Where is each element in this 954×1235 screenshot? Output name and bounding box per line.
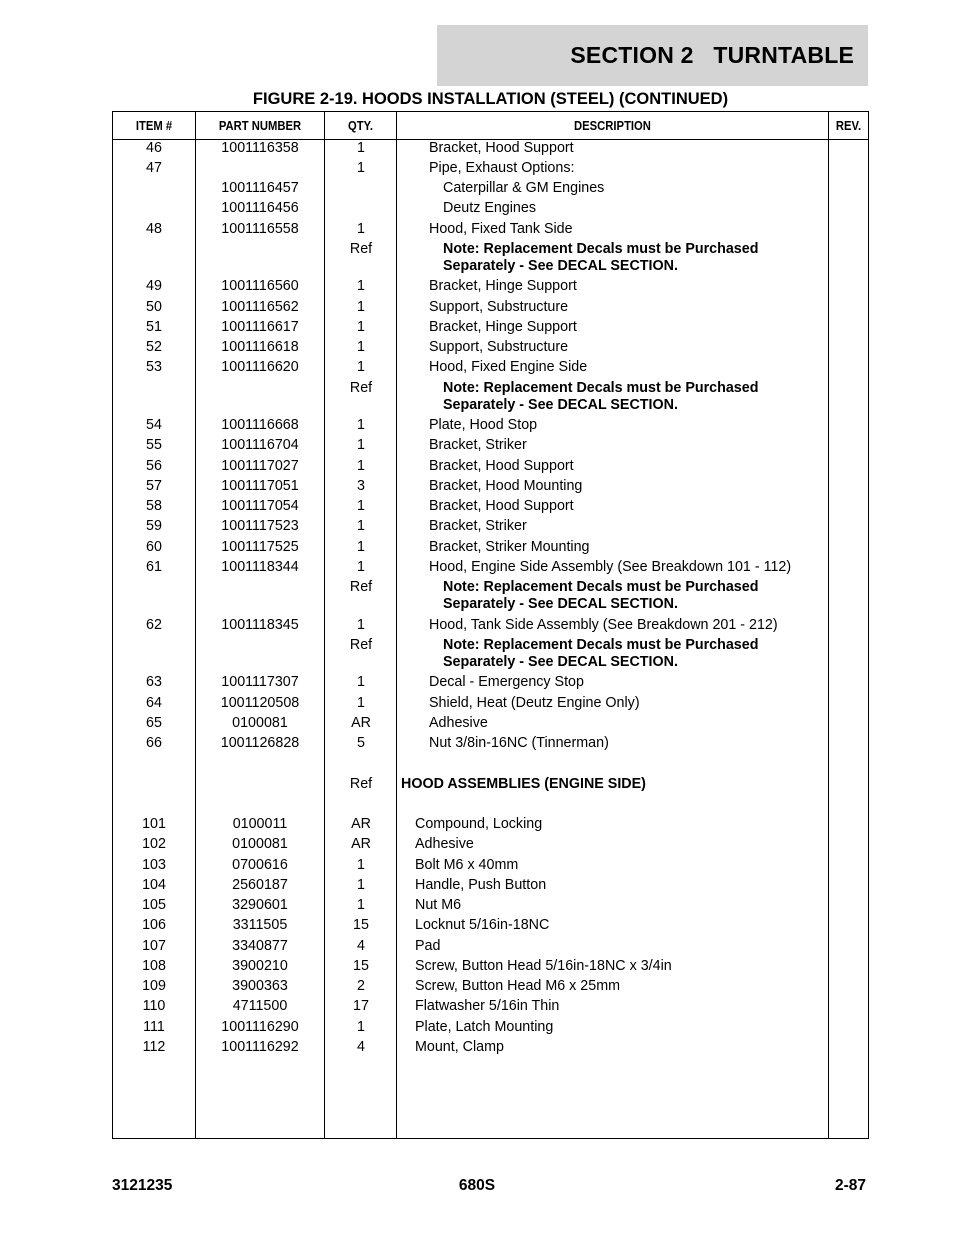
item-number: 51 (146, 319, 162, 335)
quantity: AR (351, 715, 371, 731)
item-number: 59 (146, 518, 162, 534)
quantity: 1 (357, 857, 365, 873)
footer-page-number: 2-87 (834, 1177, 866, 1194)
part-number: 1001120508 (220, 695, 300, 711)
description: Hood, Fixed Tank Side (429, 221, 573, 237)
quantity: 1 (357, 897, 365, 913)
quantity: 3 (357, 478, 365, 494)
footer-document-number: 3121235 (112, 1177, 173, 1194)
quantity: 1 (357, 319, 365, 335)
column-header-description: DESCRIPTION (574, 118, 651, 133)
part-number: 0100081 (232, 715, 288, 731)
parts-table (112, 111, 869, 1139)
part-number: 1001116456 (221, 200, 299, 216)
description: Adhesive (429, 715, 488, 731)
description: Screw, Button Head M6 x 25mm (415, 978, 621, 994)
item-number: 111 (143, 1019, 165, 1035)
part-number: 1001116704 (221, 437, 299, 453)
part-number: 1001117051 (221, 478, 299, 494)
part-number: 3290601 (232, 897, 288, 913)
part-number: 1001117525 (221, 539, 299, 555)
quantity: 1 (357, 299, 365, 315)
figure-title: FIGURE 2-19. HOODS INSTALLATION (STEEL) (CONTINUED) (252, 90, 729, 108)
quantity: 1 (357, 877, 365, 893)
item-number: 47 (146, 160, 162, 176)
part-number: 1001117054 (221, 498, 299, 514)
part-number: 3311505 (232, 917, 288, 933)
quantity: 1 (357, 160, 365, 176)
quantity: 17 (353, 998, 369, 1014)
item-number: 58 (146, 498, 162, 514)
quantity: 1 (357, 140, 365, 156)
item-number: 49 (146, 278, 162, 294)
part-number: 1001116292 (221, 1039, 299, 1055)
part-number: 0700616 (232, 857, 288, 873)
item-number: 52 (146, 339, 162, 355)
part-number: 4711500 (232, 998, 288, 1014)
description: Decal - Emergency Stop (429, 674, 584, 690)
quantity: 2 (357, 978, 365, 994)
quantity: 1 (357, 674, 365, 690)
item-number: 60 (146, 539, 162, 555)
quantity: Ref (349, 637, 373, 653)
quantity: 1 (357, 498, 365, 514)
item-number: 56 (146, 458, 162, 474)
item-number: 65 (146, 715, 162, 731)
description: Screw, Button Head 5/16in-18NC x 3/4in (415, 958, 672, 974)
quantity: 1 (357, 1019, 365, 1035)
quantity: 1 (357, 559, 365, 575)
column-header-item: ITEM # (135, 118, 173, 133)
item-number: 62 (146, 617, 162, 633)
description: Bolt M6 x 40mm (415, 857, 519, 873)
part-number: 1001117523 (221, 518, 299, 534)
quantity: 4 (357, 938, 365, 954)
item-number: 109 (142, 978, 166, 994)
description: Locknut 5/16in-18NC (415, 917, 550, 933)
description: Caterpillar & GM Engines (443, 180, 605, 196)
part-number: 1001116617 (221, 319, 299, 335)
part-number: 3340877 (232, 938, 288, 954)
description: Bracket, Hood Support (429, 458, 574, 474)
item-number: 105 (142, 897, 166, 913)
description: Pipe, Exhaust Options: (429, 160, 575, 176)
note-text: Note: Replacement Decals must be Purchased Separately - See DECAL SECTION. (443, 241, 759, 274)
part-number: 0100011 (232, 816, 288, 832)
item-number: 108 (142, 958, 166, 974)
section-heading: HOOD ASSEMBLIES (ENGINE SIDE) (401, 776, 646, 792)
item-number: 46 (146, 140, 162, 156)
description: Bracket, Striker (429, 437, 527, 453)
part-number: 1001116358 (221, 140, 299, 156)
item-number: 104 (142, 877, 166, 893)
column-header-part-number: PART NUMBER (218, 118, 302, 133)
description: Support, Substructure (429, 339, 569, 355)
quantity: 15 (353, 917, 369, 933)
description: Handle, Push Button (415, 877, 547, 893)
quantity: 1 (357, 359, 365, 375)
description: Bracket, Hinge Support (429, 319, 577, 335)
column-header-qty: QTY. (347, 118, 374, 133)
quantity: 1 (357, 417, 365, 433)
description: Flatwasher 5/16in Thin (415, 998, 560, 1014)
description: Support, Substructure (429, 299, 569, 315)
column-header-rev: REV. (835, 118, 862, 133)
part-number: 1001116558 (221, 221, 299, 237)
description: Mount, Clamp (415, 1039, 504, 1055)
part-number: 1001118345 (221, 617, 299, 633)
item-number: 48 (146, 221, 162, 237)
quantity: 1 (357, 695, 365, 711)
description: Compound, Locking (415, 816, 543, 832)
item-number: 64 (146, 695, 162, 711)
quantity: Ref (349, 579, 373, 595)
quantity: Ref (349, 776, 373, 792)
description: Bracket, Striker Mounting (429, 539, 590, 555)
item-number: 106 (142, 917, 166, 933)
part-number: 1001116457 (221, 180, 299, 196)
part-number: 1001118344 (221, 559, 299, 575)
description: Adhesive (415, 836, 474, 852)
description: Bracket, Striker (429, 518, 527, 534)
description: Hood, Fixed Engine Side (429, 359, 588, 375)
item-number: 112 (142, 1039, 166, 1055)
quantity: 1 (357, 339, 365, 355)
quantity: AR (351, 836, 371, 852)
table-header-row (113, 112, 868, 140)
item-number: 103 (142, 857, 166, 873)
quantity: 1 (357, 539, 365, 555)
section-title: SECTION 2 TURNTABLE (570, 42, 854, 68)
item-number: 107 (142, 938, 166, 954)
part-number: 2560187 (232, 877, 288, 893)
part-number: 0100081 (232, 836, 288, 852)
part-number: 3900363 (232, 978, 288, 994)
part-number: 1001116290 (221, 1019, 299, 1035)
quantity: Ref (349, 380, 373, 396)
description: Hood, Engine Side Assembly (See Breakdown 101 - 112) (429, 559, 792, 575)
description: Plate, Latch Mounting (415, 1019, 554, 1035)
item-number: 66 (146, 735, 162, 751)
item-number: 57 (146, 478, 162, 494)
item-number: 110 (142, 998, 166, 1014)
quantity: Ref (349, 241, 373, 257)
description: Bracket, Hood Support (429, 140, 574, 156)
part-number: 1001126828 (220, 735, 300, 751)
item-number: 61 (146, 559, 162, 575)
description: Nut 3/8in-16NC (Tinnerman) (429, 735, 609, 751)
part-number: 1001116620 (221, 359, 299, 375)
footer-model: 680S (458, 1177, 496, 1194)
description: Bracket, Hinge Support (429, 278, 577, 294)
quantity: 4 (357, 1039, 365, 1055)
quantity: 1 (357, 278, 365, 294)
description: Pad (415, 938, 441, 954)
note-text: Note: Replacement Decals must be Purchased Separately - See DECAL SECTION. (443, 380, 759, 413)
item-number: 50 (146, 299, 162, 315)
quantity: 5 (357, 735, 365, 751)
description: Deutz Engines (443, 200, 536, 216)
description: Nut M6 (415, 897, 462, 913)
item-number: 63 (146, 674, 162, 690)
description: Bracket, Hood Support (429, 498, 574, 514)
item-number: 53 (146, 359, 162, 375)
description: Bracket, Hood Mounting (429, 478, 583, 494)
quantity: 1 (357, 458, 365, 474)
note-text: Note: Replacement Decals must be Purchased Separately - See DECAL SECTION. (443, 637, 759, 670)
item-number: 102 (142, 836, 166, 852)
section-header (437, 25, 868, 86)
part-number: 1001117027 (221, 458, 299, 474)
item-number: 54 (146, 417, 162, 433)
quantity: 1 (357, 518, 365, 534)
part-number: 1001116560 (221, 278, 299, 294)
quantity: 1 (357, 617, 365, 633)
item-number: 55 (146, 437, 162, 453)
quantity: AR (351, 816, 371, 832)
description: Shield, Heat (Deutz Engine Only) (429, 695, 640, 711)
item-number: 101 (142, 816, 166, 832)
part-number: 1001116618 (221, 339, 299, 355)
description: Hood, Tank Side Assembly (See Breakdown 201 - 212) (429, 617, 778, 633)
note-text: Note: Replacement Decals must be Purchased Separately - See DECAL SECTION. (443, 579, 759, 612)
part-number: 1001116668 (221, 417, 299, 433)
part-number: 3900210 (232, 958, 288, 974)
column-divider (828, 112, 829, 1138)
part-number: 1001116562 (221, 299, 299, 315)
part-number: 1001117307 (221, 674, 299, 690)
description: Plate, Hood Stop (429, 417, 538, 433)
quantity: 1 (357, 437, 365, 453)
quantity: 1 (357, 221, 365, 237)
quantity: 15 (353, 958, 369, 974)
